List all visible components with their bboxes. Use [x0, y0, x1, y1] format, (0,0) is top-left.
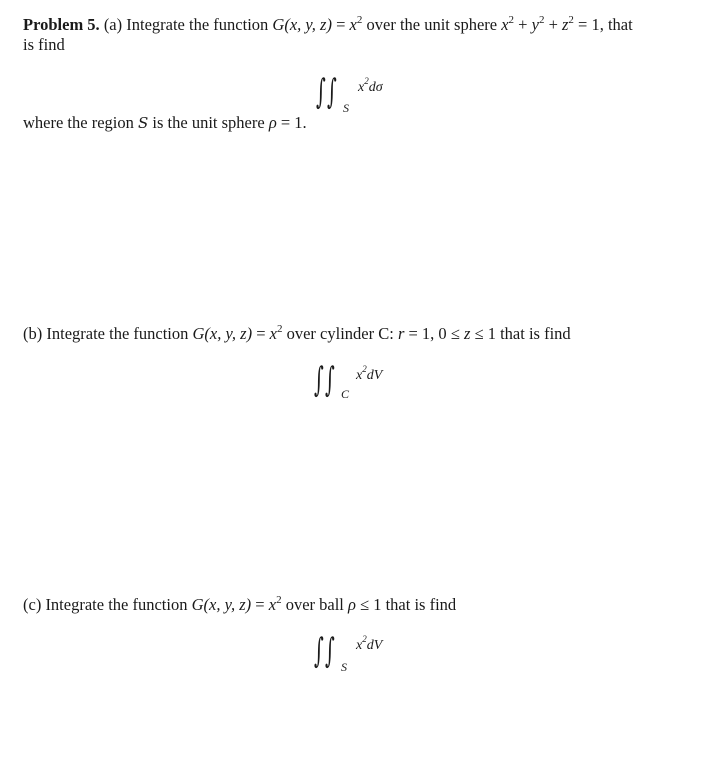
equals: =	[251, 595, 269, 614]
region-note-text: where the region	[23, 113, 138, 132]
part-a-region-note	[23, 113, 688, 133]
equals: =	[331, 15, 350, 34]
over-text: over ball	[281, 595, 348, 614]
function-name: G(x, y, z)	[272, 15, 332, 34]
exponent: 2	[364, 76, 369, 87]
plus: +	[544, 15, 562, 34]
exponent: 2	[276, 322, 283, 335]
condition-text: = 1, 0 ≤	[404, 324, 464, 343]
integral-region: S	[341, 660, 347, 674]
condition-text: ≤ 1 that is find	[470, 324, 571, 343]
part-c-statement	[23, 595, 688, 615]
integrand	[358, 76, 383, 96]
exponent: 2	[508, 13, 515, 26]
integral-sign: ∫	[314, 360, 324, 400]
integral-sign: ∫	[325, 360, 335, 400]
region-note-text: = 1.	[276, 113, 307, 132]
exponent: 2	[356, 13, 363, 26]
integral-sign: ∫	[314, 631, 324, 671]
sphere-rhs: = 1, that	[573, 15, 633, 34]
exponent: 2	[362, 634, 367, 645]
region-note-text: is the unit sphere	[148, 113, 269, 132]
exponent: 2	[362, 364, 367, 375]
x-var: x	[356, 368, 363, 383]
r-var: r	[397, 324, 405, 343]
integrand	[356, 364, 383, 384]
part-a-intro: (a) Integrate the function	[103, 15, 273, 34]
differential: dV	[366, 638, 383, 653]
function-name: G(x, y, z)	[192, 324, 253, 343]
x-var: x	[356, 638, 363, 653]
x-var: x	[358, 80, 365, 95]
exponent: 2	[276, 593, 282, 606]
integral-c	[314, 631, 404, 679]
rho-var: ρ	[268, 113, 277, 132]
equals: =	[252, 324, 270, 343]
problem-label: Problem 5.	[23, 15, 100, 34]
plus: +	[514, 15, 532, 34]
differential: dV	[366, 368, 383, 383]
x-var: x	[501, 15, 509, 34]
over-text: over the unit sphere	[362, 15, 502, 34]
integral-region: S	[343, 101, 349, 115]
integrand	[356, 634, 383, 654]
z-var: z	[562, 15, 569, 34]
x-var: x	[268, 595, 277, 614]
x-var: x	[349, 15, 357, 34]
exponent: 2	[568, 13, 574, 26]
condition-text: ≤ 1 that is find	[355, 595, 457, 614]
integral-sign: ∫	[327, 72, 337, 112]
is-find-text: is find	[23, 35, 65, 54]
integral-sign: ∫	[316, 72, 326, 112]
integral-sign: ∫	[325, 631, 335, 671]
integral-region: C	[341, 387, 350, 401]
rho-var: ρ	[348, 595, 356, 614]
integral-b	[314, 360, 404, 408]
z-var: z	[464, 324, 471, 343]
function-name: G(x, y, z)	[191, 595, 252, 614]
part-a-statement	[23, 15, 688, 55]
part-b-statement	[23, 324, 688, 344]
over-text: over cylinder C:	[282, 324, 398, 343]
part-b-intro: (b) Integrate the function	[23, 324, 193, 343]
exponent: 2	[538, 13, 545, 26]
differential: dσ	[368, 80, 383, 95]
x-var: x	[269, 324, 277, 343]
region-name: S	[138, 114, 149, 132]
part-c-intro: (c) Integrate the function	[23, 595, 192, 614]
y-var: y	[531, 15, 539, 34]
